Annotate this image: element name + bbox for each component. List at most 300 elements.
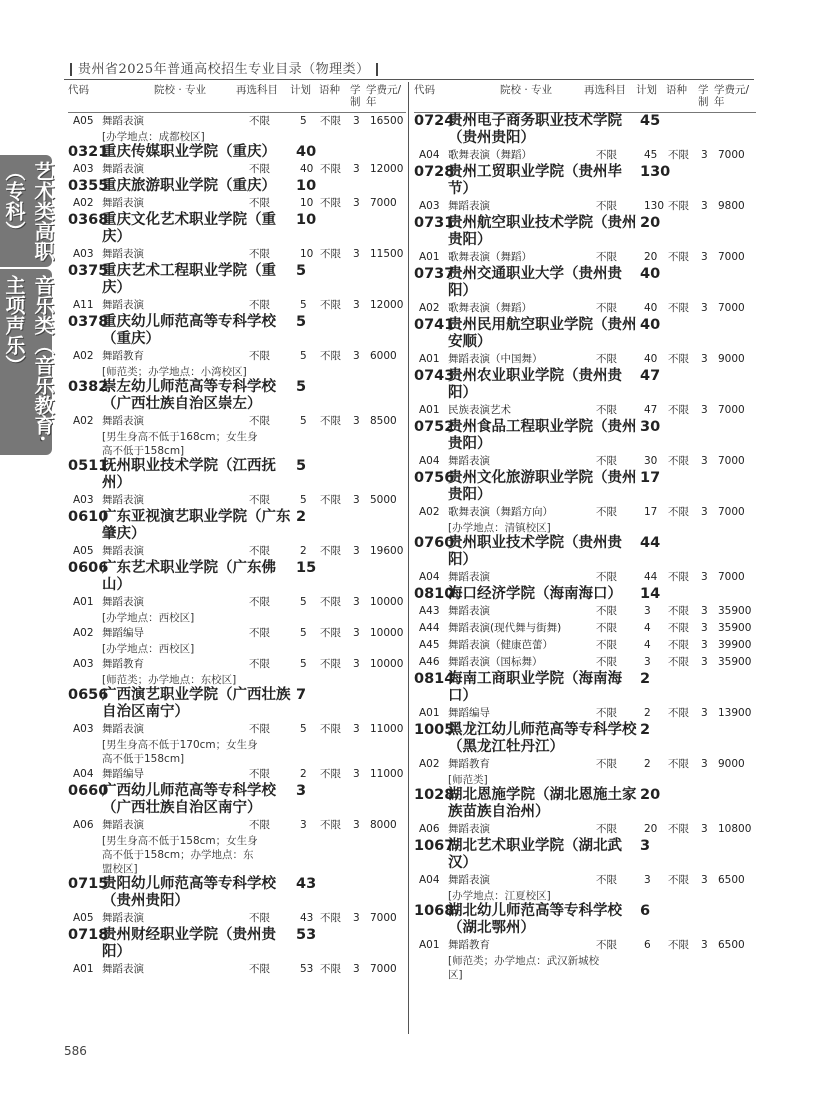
header-title: 贵州省2025年普通高校招生专业目录（物理类） (78, 62, 370, 77)
major-fee: 7000 (718, 251, 745, 263)
major-code: A04 (419, 571, 440, 583)
major-name: 舞蹈编导 (102, 627, 144, 639)
major-language: 不限 (668, 639, 689, 651)
right-column (414, 82, 756, 982)
major-language: 不限 (320, 415, 341, 427)
major-note: [男生身高不低于158cm；女生身高不低于158cm；办学地点：东盟校区] (102, 835, 258, 875)
major-row (68, 246, 406, 263)
major-language: 不限 (320, 299, 341, 311)
school-plan: 2 (640, 671, 651, 687)
major-subjects: 不限 (596, 758, 617, 770)
major-plan: 130 (644, 200, 665, 212)
major-name: 舞蹈表演 (102, 912, 144, 924)
major-language: 不限 (320, 768, 341, 780)
left-column (68, 82, 406, 978)
major-language: 不限 (668, 149, 689, 161)
school-name: 贵州工贸职业学院（贵州毕节） (448, 164, 622, 197)
major-years: 3 (701, 639, 708, 651)
major-years: 3 (353, 723, 360, 735)
major-fee: 10000 (370, 596, 404, 608)
col-years: 学制 (350, 84, 361, 108)
school-row (414, 215, 756, 249)
school-code: 0715 (68, 876, 109, 892)
major-fee: 7000 (718, 455, 745, 467)
major-fee: 19600 (370, 545, 404, 557)
major-years: 3 (701, 571, 708, 583)
school-row (414, 368, 756, 402)
major-plan: 5 (300, 596, 307, 608)
school-entry (68, 212, 406, 263)
major-subjects: 不限 (596, 200, 617, 212)
major-plan: 20 (644, 251, 658, 263)
major-note: [男生身高不低于170cm；女生身高不低于158cm] (102, 739, 258, 765)
major-row (414, 637, 756, 654)
major-row (68, 297, 406, 314)
school-name: 重庆传媒职业学院（重庆） (102, 144, 276, 160)
major-years: 3 (701, 656, 708, 668)
major-fee: 35900 (718, 656, 752, 668)
major-code: A03 (73, 163, 94, 175)
major-code: A04 (419, 455, 440, 467)
major-row (68, 656, 406, 673)
major-plan: 3 (644, 656, 651, 668)
right-entries (414, 113, 756, 982)
major-plan: 40 (300, 163, 314, 175)
major-code: A05 (73, 912, 94, 924)
major-years: 3 (353, 197, 360, 209)
school-code: 1068 (414, 903, 455, 919)
major-subjects: 不限 (596, 656, 617, 668)
major-fee: 11000 (370, 723, 404, 735)
major-years: 3 (701, 149, 708, 161)
major-years: 3 (701, 404, 708, 416)
major-plan: 5 (300, 627, 307, 639)
school-name: 湖北幼儿师范高等专科学校（湖北鄂州） (448, 903, 622, 936)
major-plan: 44 (644, 571, 658, 583)
school-code: 0382 (68, 379, 109, 395)
school-code: 0610 (68, 509, 109, 525)
major-subjects: 不限 (249, 299, 270, 311)
major-name: 舞蹈表演 (102, 299, 144, 311)
school-entry (414, 722, 756, 787)
school-code: 0731 (414, 215, 455, 231)
school-name: 海口经济学院（海南海口） (448, 586, 622, 602)
major-fee: 7000 (718, 571, 745, 583)
school-entry (68, 144, 406, 178)
major-subjects: 不限 (596, 353, 617, 365)
school-name: 广西幼儿师范高等专科学校（广西壮族自治区南宁） (102, 783, 276, 816)
major-subjects: 不限 (249, 658, 270, 670)
major-name: 舞蹈表演 (102, 545, 144, 557)
major-name: 舞蹈表演 (448, 200, 490, 212)
major-fee: 39900 (718, 639, 752, 651)
major-years: 3 (701, 353, 708, 365)
header-bar-left (70, 63, 72, 76)
major-name: 舞蹈教育 (102, 658, 144, 670)
col-code: 代码 (414, 84, 435, 96)
school-code: 0728 (414, 164, 455, 180)
school-plan: 5 (296, 263, 307, 279)
school-code: 0724 (414, 113, 455, 129)
major-note: [办学地点：清镇校区] (448, 522, 551, 534)
major-fee: 9800 (718, 200, 745, 212)
school-plan: 10 (296, 178, 317, 194)
major-subjects: 不限 (596, 302, 617, 314)
major-row (414, 654, 756, 671)
major-row (68, 766, 406, 783)
major-subjects: 不限 (596, 622, 617, 634)
school-plan: 53 (296, 927, 317, 943)
school-row (414, 317, 756, 351)
major-plan: 5 (300, 415, 307, 427)
major-row (414, 504, 756, 521)
major-name: 歌舞表演（舞蹈） (448, 251, 532, 263)
school-plan: 7 (296, 687, 307, 703)
major-code: A01 (419, 404, 440, 416)
major-name: 歌舞表演（舞蹈） (448, 149, 532, 161)
major-plan: 5 (300, 115, 307, 127)
col-subjects: 再选科目 (236, 84, 278, 96)
side-tab-label: 音乐类（音乐教育·主项声乐） (2, 275, 55, 442)
major-subjects: 不限 (596, 939, 617, 951)
major-years: 3 (701, 707, 708, 719)
major-fee: 11000 (370, 768, 404, 780)
major-years: 3 (353, 819, 360, 831)
school-code: 0321 (68, 144, 109, 160)
page-header (64, 58, 404, 76)
major-row (68, 961, 406, 978)
major-plan: 2 (300, 545, 307, 557)
major-language: 不限 (320, 627, 341, 639)
major-name: 舞蹈表演 (102, 415, 144, 427)
school-plan: 20 (640, 787, 661, 803)
school-code: 0656 (68, 687, 109, 703)
school-row (68, 263, 406, 297)
major-row (414, 821, 756, 838)
major-years: 3 (353, 768, 360, 780)
school-name: 广东艺术职业学院（广东佛山） (102, 560, 276, 593)
school-plan: 5 (296, 314, 307, 330)
major-years: 3 (701, 251, 708, 263)
major-fee: 7000 (718, 149, 745, 161)
major-language: 不限 (320, 963, 341, 975)
school-plan: 47 (640, 368, 661, 384)
major-name: 舞蹈表演 (102, 494, 144, 506)
major-name: 舞蹈表演 (102, 163, 144, 175)
major-subjects: 不限 (249, 768, 270, 780)
major-code: A46 (419, 656, 440, 668)
major-language: 不限 (320, 350, 341, 362)
major-language: 不限 (668, 656, 689, 668)
major-name: 舞蹈表演(现代舞与街舞) (448, 622, 562, 634)
school-entry (414, 164, 756, 215)
major-name: 舞蹈表演 (102, 963, 144, 975)
major-code: A01 (73, 596, 94, 608)
school-entry (68, 379, 406, 458)
major-years: 3 (353, 494, 360, 506)
major-years: 3 (701, 939, 708, 951)
school-name: 贵州财经职业学院（贵州贵阳） (102, 927, 276, 960)
school-plan: 45 (640, 113, 661, 129)
school-name: 海南工商职业学院（海南海口） (448, 671, 622, 704)
major-code: A45 (419, 639, 440, 651)
col-fee: 学费元/年 (714, 84, 750, 108)
col-subjects: 再选科目 (584, 84, 626, 96)
major-row (68, 113, 406, 130)
school-row (68, 876, 406, 910)
major-name: 舞蹈表演 (102, 248, 144, 260)
major-language: 不限 (668, 571, 689, 583)
major-row (414, 937, 756, 954)
school-row (68, 314, 406, 348)
school-plan: 130 (640, 164, 671, 180)
major-plan: 17 (644, 506, 658, 518)
major-language: 不限 (320, 248, 341, 260)
major-name: 舞蹈教育 (448, 758, 490, 770)
major-fee: 6500 (718, 874, 745, 886)
col-fee: 学费元/年 (366, 84, 402, 108)
major-row (414, 402, 756, 419)
major-row (414, 351, 756, 368)
major-row (414, 603, 756, 620)
major-code: A04 (419, 149, 440, 161)
major-row (414, 872, 756, 889)
major-name: 舞蹈编导 (448, 707, 490, 719)
major-code: A03 (73, 494, 94, 506)
school-plan: 43 (296, 876, 317, 892)
school-entry (414, 470, 756, 535)
major-note: [师范类；办学地点：东校区] (102, 674, 237, 686)
major-plan: 40 (644, 353, 658, 365)
major-code: A02 (419, 302, 440, 314)
school-entry (414, 368, 756, 419)
major-language: 不限 (320, 163, 341, 175)
school-entry (414, 266, 756, 317)
school-entry (414, 838, 756, 903)
major-subjects: 不限 (249, 912, 270, 924)
major-years: 3 (353, 248, 360, 260)
column-header (68, 82, 406, 113)
school-entry (414, 903, 756, 982)
major-note: [师范类] (448, 774, 488, 786)
major-name: 舞蹈表演 (102, 596, 144, 608)
school-row (414, 903, 756, 937)
school-row (414, 113, 756, 147)
major-subjects: 不限 (596, 506, 617, 518)
header-rule (64, 79, 754, 80)
major-language: 不限 (668, 404, 689, 416)
school-plan: 6 (640, 903, 651, 919)
major-plan: 40 (644, 302, 658, 314)
major-plan: 30 (644, 455, 658, 467)
major-code: A06 (73, 819, 94, 831)
major-name: 舞蹈表演 (102, 115, 144, 127)
school-plan: 20 (640, 215, 661, 231)
major-fee: 8000 (370, 819, 397, 831)
school-entry (68, 263, 406, 314)
major-language: 不限 (668, 455, 689, 467)
school-entry (68, 113, 406, 144)
school-name: 重庆文化艺术职业学院（重庆） (102, 212, 276, 245)
school-row (414, 671, 756, 705)
major-subjects: 不限 (249, 163, 270, 175)
major-plan: 10 (300, 197, 314, 209)
major-row (414, 249, 756, 266)
major-subjects: 不限 (596, 707, 617, 719)
major-name: 舞蹈表演 (102, 197, 144, 209)
major-subjects: 不限 (596, 605, 617, 617)
school-name: 贵州文化旅游职业学院（贵州贵阳） (448, 470, 637, 503)
major-years: 3 (353, 596, 360, 608)
major-fee: 7000 (718, 302, 745, 314)
school-row (414, 470, 756, 504)
major-language: 不限 (320, 494, 341, 506)
major-row (68, 413, 406, 430)
school-code: 0660 (68, 783, 109, 799)
school-row (68, 509, 406, 543)
col-school-major: 院校 · 专业 (500, 84, 553, 96)
major-name: 舞蹈表演 (448, 455, 490, 467)
major-note: [师范类；办学地点：小湾校区] (102, 366, 247, 378)
school-entry (68, 458, 406, 509)
major-row (414, 756, 756, 773)
page-number: 586 (64, 1044, 87, 1058)
major-subjects: 不限 (596, 571, 617, 583)
major-code: A03 (73, 248, 94, 260)
school-entry (68, 314, 406, 379)
side-tab-label: 艺术类高职（专科） (2, 161, 55, 261)
col-plan: 计划 (636, 84, 657, 96)
major-code: A02 (73, 627, 94, 639)
major-code: A06 (419, 823, 440, 835)
major-row (414, 620, 756, 637)
major-name: 舞蹈表演（国标舞） (448, 656, 543, 668)
school-plan: 2 (296, 509, 307, 525)
major-row (68, 594, 406, 611)
major-plan: 3 (300, 819, 307, 831)
major-code: A02 (73, 415, 94, 427)
major-note: [办学地点：西校区] (102, 643, 195, 655)
major-name: 舞蹈表演（中国舞） (448, 353, 543, 365)
major-subjects: 不限 (249, 819, 270, 831)
major-language: 不限 (320, 658, 341, 670)
school-name: 广西演艺职业学院（广西壮族自治区南宁） (102, 687, 291, 720)
major-name: 舞蹈表演（健康芭蕾） (448, 639, 553, 651)
major-years: 3 (701, 605, 708, 617)
major-name: 舞蹈编导 (102, 768, 144, 780)
major-fee: 7000 (370, 963, 397, 975)
major-row (68, 492, 406, 509)
school-row (414, 164, 756, 198)
major-fee: 35900 (718, 622, 752, 634)
col-school-major: 院校 · 专业 (154, 84, 207, 96)
school-entry (414, 535, 756, 586)
school-row (414, 586, 756, 603)
column-header (414, 82, 756, 113)
major-fee: 12000 (370, 163, 404, 175)
major-code: A02 (73, 197, 94, 209)
major-language: 不限 (668, 939, 689, 951)
school-code: 0378 (68, 314, 109, 330)
side-tab-music (0, 269, 55, 455)
major-fee: 12000 (370, 299, 404, 311)
major-language: 不限 (668, 707, 689, 719)
col-lang: 语种 (319, 84, 340, 96)
major-fee: 35900 (718, 605, 752, 617)
major-years: 3 (701, 506, 708, 518)
school-entry (414, 215, 756, 266)
major-row (414, 198, 756, 215)
school-plan: 2 (640, 722, 651, 738)
major-subjects: 不限 (249, 627, 270, 639)
school-entry (414, 113, 756, 164)
major-code: A01 (73, 963, 94, 975)
header-bar-right (376, 63, 378, 76)
major-subjects: 不限 (249, 248, 270, 260)
major-code: A44 (419, 622, 440, 634)
school-name: 崇左幼儿师范高等专科学校（广西壮族自治区崇左） (102, 379, 276, 412)
major-language: 不限 (320, 197, 341, 209)
major-name: 舞蹈表演 (102, 723, 144, 735)
major-code: A01 (419, 939, 440, 951)
side-tab-vocational (0, 155, 55, 267)
school-entry (414, 586, 756, 671)
left-entries (68, 113, 406, 978)
major-fee: 13900 (718, 707, 752, 719)
major-row (68, 625, 406, 642)
major-note: [办学地点：成都校区] (102, 131, 205, 143)
major-code: A03 (73, 723, 94, 735)
school-row (414, 787, 756, 821)
major-code: A02 (419, 758, 440, 770)
school-row (414, 419, 756, 453)
major-language: 不限 (668, 622, 689, 634)
col-years: 学制 (698, 84, 709, 108)
major-language: 不限 (668, 251, 689, 263)
major-plan: 5 (300, 350, 307, 362)
school-entry (68, 687, 406, 783)
school-code: 0756 (414, 470, 455, 486)
major-subjects: 不限 (249, 115, 270, 127)
school-plan: 3 (296, 783, 307, 799)
major-subjects: 不限 (596, 874, 617, 886)
major-years: 3 (353, 963, 360, 975)
major-row (68, 817, 406, 834)
major-plan: 20 (644, 823, 658, 835)
school-row (68, 783, 406, 817)
school-entry (414, 317, 756, 368)
major-row (68, 910, 406, 927)
major-language: 不限 (320, 912, 341, 924)
major-fee: 9000 (718, 353, 745, 365)
school-row (68, 379, 406, 413)
major-fee: 9000 (718, 758, 745, 770)
major-row (68, 721, 406, 738)
major-code: A04 (419, 874, 440, 886)
school-row (414, 266, 756, 300)
major-years: 3 (701, 200, 708, 212)
column-divider (408, 82, 409, 1034)
school-entry (68, 178, 406, 212)
school-row (68, 458, 406, 492)
school-entry (414, 671, 756, 722)
major-fee: 5000 (370, 494, 397, 506)
major-fee: 11500 (370, 248, 404, 260)
major-plan: 5 (300, 723, 307, 735)
major-fee: 7000 (370, 912, 397, 924)
school-code: 0737 (414, 266, 455, 282)
school-plan: 30 (640, 419, 661, 435)
